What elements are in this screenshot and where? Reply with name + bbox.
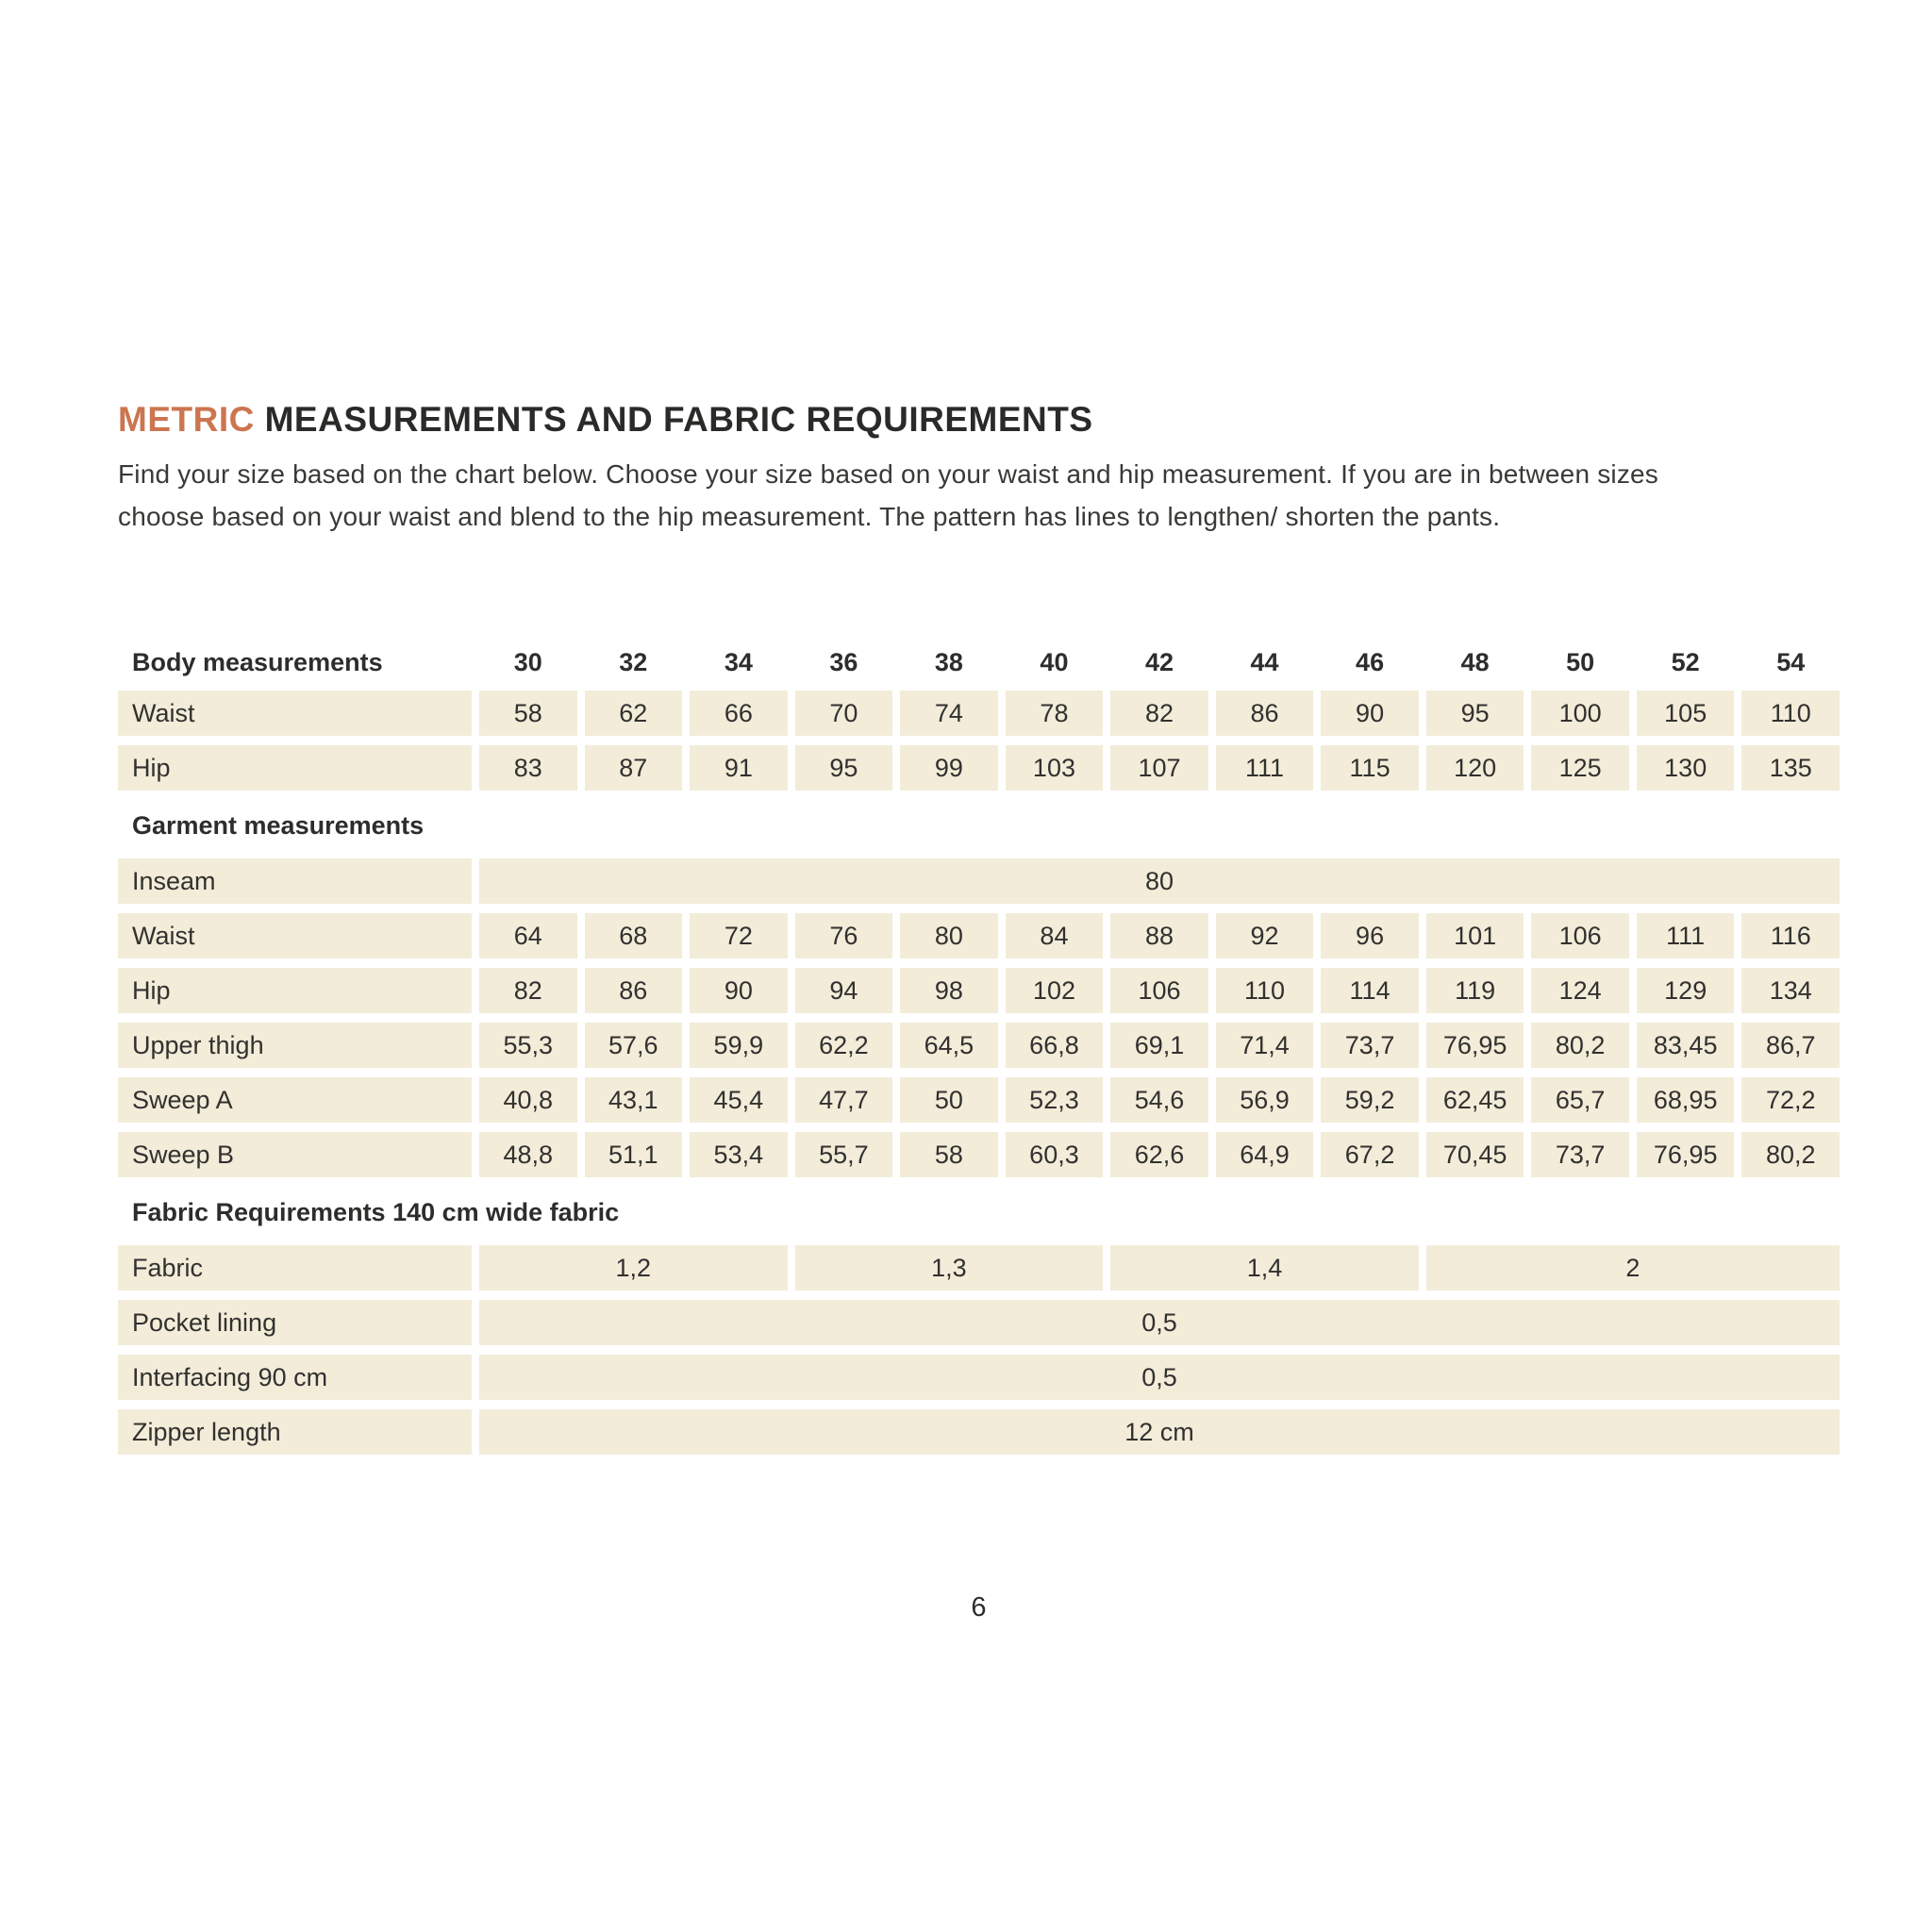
- merged-value-cell: 0,5: [479, 1300, 1840, 1345]
- value-cell: 82: [479, 968, 577, 1013]
- value-cell: 102: [1006, 968, 1104, 1013]
- value-cell: 62: [585, 691, 683, 736]
- value-cell: 70,45: [1426, 1132, 1524, 1177]
- value-cell: 120: [1426, 745, 1524, 791]
- value-cell: 72,2: [1741, 1077, 1840, 1123]
- group-value-cell: 1,2: [479, 1245, 788, 1291]
- value-cell: 82: [1110, 691, 1208, 736]
- row-label-cell: Hip: [118, 745, 472, 791]
- row-label-cell: Upper thigh: [118, 1023, 472, 1068]
- intro-line-2: choose based on your waist and blend to the hip measurement. The pattern has lines to lengthen/ shorten the pants.: [118, 502, 1501, 531]
- size-header-cell: 42: [1144, 647, 1174, 676]
- value-cell: 83,45: [1637, 1023, 1735, 1068]
- fabric-section-label: Fabric Requirements 140 cm wide fabric: [132, 1197, 620, 1226]
- value-cell: 94: [795, 968, 893, 1013]
- value-cell: 86,7: [1741, 1023, 1840, 1068]
- size-header-cell: 40: [1040, 647, 1069, 676]
- page-content: [118, 400, 1840, 1464]
- table-row: [118, 913, 1840, 958]
- value-cell: 111: [1216, 745, 1314, 791]
- table-row: [118, 691, 1840, 736]
- value-cell: 107: [1110, 745, 1208, 791]
- value-cell: 80: [900, 913, 998, 958]
- value-cell: 87: [585, 745, 683, 791]
- value-cell: 51,1: [585, 1132, 683, 1177]
- value-cell: 62,6: [1110, 1132, 1208, 1177]
- value-cell: 119: [1426, 968, 1524, 1013]
- row-label-cell: Zipper length: [118, 1409, 472, 1455]
- size-header-cell: 36: [829, 647, 858, 676]
- value-cell: 96: [1321, 913, 1419, 958]
- value-cell: 115: [1321, 745, 1419, 791]
- value-cell: 73,7: [1321, 1023, 1419, 1068]
- size-header-cell: 50: [1566, 647, 1595, 676]
- value-cell: 135: [1741, 745, 1840, 791]
- table-row: [118, 1023, 1840, 1068]
- table-row: [118, 1077, 1840, 1123]
- value-cell: 57,6: [585, 1023, 683, 1068]
- value-cell: 62,45: [1426, 1077, 1524, 1123]
- value-cell: 101: [1426, 913, 1524, 958]
- value-cell: 105: [1637, 691, 1735, 736]
- table-header-row: [118, 643, 1840, 681]
- merged-value-cell: 12 cm: [479, 1409, 1840, 1455]
- value-cell: 98: [900, 968, 998, 1013]
- value-cell: 69,1: [1110, 1023, 1208, 1068]
- table-header-label: Body measurements: [132, 647, 383, 676]
- table-row: [118, 1245, 1840, 1291]
- value-cell: 64: [479, 913, 577, 958]
- row-label-cell: Fabric: [118, 1245, 472, 1291]
- value-cell: 95: [1426, 691, 1524, 736]
- row-label-cell: Pocket lining: [118, 1300, 472, 1345]
- value-cell: 80,2: [1741, 1132, 1840, 1177]
- row-label-cell: Waist: [118, 913, 472, 958]
- value-cell: 130: [1637, 745, 1735, 791]
- value-cell: 92: [1216, 913, 1314, 958]
- value-cell: 64,5: [900, 1023, 998, 1068]
- garment-section-label: Garment measurements: [132, 810, 425, 840]
- merged-value-cell: 80: [479, 858, 1840, 904]
- page-title-rest: MEASUREMENTS AND FABRIC REQUIREMENTS: [254, 400, 1093, 439]
- row-label-cell: Interfacing 90 cm: [118, 1355, 472, 1400]
- row-label-cell: Sweep A: [118, 1077, 472, 1123]
- merged-value-cell: 0,5: [479, 1355, 1840, 1400]
- value-cell: 58: [479, 691, 577, 736]
- group-value-cell: 2: [1426, 1245, 1840, 1291]
- value-cell: 40,8: [479, 1077, 577, 1123]
- size-header-cell: 44: [1250, 647, 1279, 676]
- group-value-cell: 1,3: [795, 1245, 1104, 1291]
- value-cell: 78: [1006, 691, 1104, 736]
- value-cell: 73,7: [1531, 1132, 1629, 1177]
- value-cell: 65,7: [1531, 1077, 1629, 1123]
- fabric-section-row: [118, 1187, 1840, 1238]
- body-measurement-rows: [118, 691, 1840, 791]
- value-cell: 55,3: [479, 1023, 577, 1068]
- table-row: [118, 1300, 1840, 1345]
- value-cell: 74: [900, 691, 998, 736]
- value-cell: 88: [1110, 913, 1208, 958]
- garment-section-row: [118, 800, 1840, 851]
- table-row: [118, 858, 1840, 904]
- table-row: [118, 1355, 1840, 1400]
- size-header-cell: 32: [619, 647, 648, 676]
- value-cell: 50: [900, 1077, 998, 1123]
- value-cell: 125: [1531, 745, 1629, 791]
- value-cell: 66,8: [1006, 1023, 1104, 1068]
- intro-line-1: Find your size based on the chart below. Choose your size based on your waist and hip measurement. If you are in between sizes: [118, 459, 1658, 489]
- value-cell: 76,95: [1637, 1132, 1735, 1177]
- value-cell: 134: [1741, 968, 1840, 1013]
- value-cell: 55,7: [795, 1132, 893, 1177]
- value-cell: 47,7: [795, 1077, 893, 1123]
- value-cell: 106: [1110, 968, 1208, 1013]
- value-cell: 129: [1637, 968, 1735, 1013]
- value-cell: 43,1: [585, 1077, 683, 1123]
- value-cell: 110: [1741, 691, 1840, 736]
- value-cell: 64,9: [1216, 1132, 1314, 1177]
- value-cell: 86: [585, 968, 683, 1013]
- value-cell: 76: [795, 913, 893, 958]
- value-cell: 60,3: [1006, 1132, 1104, 1177]
- value-cell: 59,9: [690, 1023, 788, 1068]
- row-label-cell: Waist: [118, 691, 472, 736]
- table-row: [118, 1409, 1840, 1455]
- table-row: [118, 1132, 1840, 1177]
- value-cell: 54,6: [1110, 1077, 1208, 1123]
- size-header-cell: 34: [724, 647, 753, 676]
- table-row: [118, 745, 1840, 791]
- value-cell: 68: [585, 913, 683, 958]
- size-header-cell: 38: [934, 647, 963, 676]
- value-cell: 91: [690, 745, 788, 791]
- size-header-cell: 52: [1671, 647, 1700, 676]
- value-cell: 48,8: [479, 1132, 577, 1177]
- row-label-cell: Inseam: [118, 858, 472, 904]
- value-cell: 59,2: [1321, 1077, 1419, 1123]
- table-row: [118, 968, 1840, 1013]
- value-cell: 84: [1006, 913, 1104, 958]
- value-cell: 106: [1531, 913, 1629, 958]
- value-cell: 62,2: [795, 1023, 893, 1068]
- value-cell: 99: [900, 745, 998, 791]
- value-cell: 68,95: [1637, 1077, 1735, 1123]
- value-cell: 103: [1006, 745, 1104, 791]
- page-title-accent: METRIC: [118, 400, 255, 439]
- page-number: 6: [971, 1592, 987, 1623]
- value-cell: 58: [900, 1132, 998, 1177]
- fabric-requirement-rows: [118, 1245, 1840, 1455]
- value-cell: 45,4: [690, 1077, 788, 1123]
- size-header-cell: 48: [1460, 647, 1490, 676]
- value-cell: 114: [1321, 968, 1419, 1013]
- page-title: [118, 400, 1840, 440]
- value-cell: 67,2: [1321, 1132, 1419, 1177]
- intro-paragraph: [118, 453, 1840, 538]
- value-cell: 111: [1637, 913, 1735, 958]
- value-cell: 90: [690, 968, 788, 1013]
- value-cell: 110: [1216, 968, 1314, 1013]
- value-cell: 70: [795, 691, 893, 736]
- value-cell: 52,3: [1006, 1077, 1104, 1123]
- row-label-cell: Sweep B: [118, 1132, 472, 1177]
- value-cell: 71,4: [1216, 1023, 1314, 1068]
- value-cell: 124: [1531, 968, 1629, 1013]
- value-cell: 56,9: [1216, 1077, 1314, 1123]
- measurements-table: [118, 643, 1840, 1455]
- row-label-cell: Hip: [118, 968, 472, 1013]
- size-header-cell: 54: [1776, 647, 1806, 676]
- size-header-cell: 46: [1356, 647, 1385, 676]
- value-cell: 86: [1216, 691, 1314, 736]
- size-header-cell: 30: [513, 647, 542, 676]
- value-cell: 116: [1741, 913, 1840, 958]
- value-cell: 80,2: [1531, 1023, 1629, 1068]
- value-cell: 95: [795, 745, 893, 791]
- value-cell: 100: [1531, 691, 1629, 736]
- value-cell: 90: [1321, 691, 1419, 736]
- garment-measurement-rows: [118, 858, 1840, 1177]
- value-cell: 53,4: [690, 1132, 788, 1177]
- value-cell: 76,95: [1426, 1023, 1524, 1068]
- value-cell: 83: [479, 745, 577, 791]
- value-cell: 72: [690, 913, 788, 958]
- group-value-cell: 1,4: [1110, 1245, 1419, 1291]
- value-cell: 66: [690, 691, 788, 736]
